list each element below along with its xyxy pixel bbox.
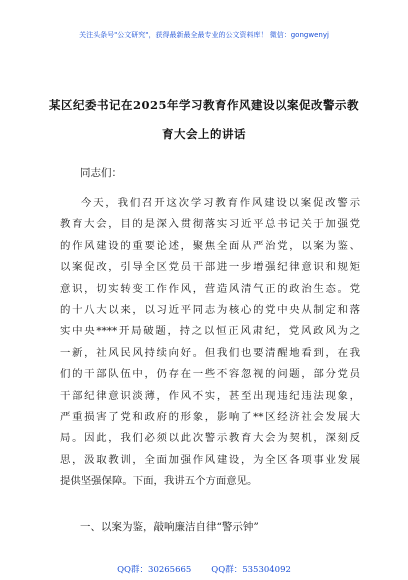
paragraph-line: 教育大会，目的是深入贯彻落实习近平总书记关于加强党 (60, 218, 360, 231)
section-heading: 一、以案为鉴，敲响廉洁自律“警示钟” (80, 521, 259, 533)
greeting: 同志们： (80, 167, 122, 179)
document-title-line-2: 育大会上的讲话 (162, 127, 246, 141)
paragraph-line: 实中央****开局破题，持之以恒正风肃纪，党风政风为之 (60, 325, 360, 338)
document-title-line-1: 某区纪委书记在2025年学习教育作风建设以案促改警示教 (48, 98, 359, 112)
footer-contact (0, 563, 408, 575)
header-promo-note: 关注头条号"公文研究"，获得最新最全最专业的公文资料库！ 微信：gongwenyj (79, 31, 329, 39)
paragraph-line: 今天，我们召开这次学习教育作风建设以案促改警示 (81, 197, 360, 209)
body-paragraph (60, 193, 360, 492)
footer-qq-group-2: QQ群：535304092 (211, 565, 291, 575)
paragraph-line: 的十八大以来，以习近平同志为核心的党中央从制定和落 (60, 303, 360, 316)
paragraph-line: 意识，切实转变工作作风，营造风清气正的政治生态。党 (60, 282, 360, 295)
footer-qq-group-1: QQ群：30265665 (117, 565, 192, 575)
paragraph-line: 严重损害了党和政府的形象，影响了**区经济社会发展大 (60, 410, 360, 423)
paragraph-line: 干部纪律意识淡薄，作风不实，甚至出现违纪违法现象， (60, 389, 360, 402)
paragraph-line: 思，汲取教训，全面加强作风建设，为全区各项事业发展 (60, 453, 360, 466)
paragraph-line: 以案促改，引导全区党员干部进一步增强纪律意识和规矩 (60, 261, 360, 274)
paragraph-line: 提供坚强保障。下面，我讲五个方面意见。 (60, 475, 258, 488)
paragraph-line: 们的干部队伍中，仍存在一些不容忽视的问题，部分党员 (60, 368, 360, 381)
paragraph-line: 一新，社风民风持续向好。但我们也要清醒地看到，在我 (60, 346, 360, 359)
paragraph-line: 的作风建设的重要论述，聚焦全面从严治党，以案为鉴、 (60, 239, 360, 252)
paragraph-line: 局。因此，我们必须以此次警示教育大会为契机，深刻反 (60, 432, 360, 445)
